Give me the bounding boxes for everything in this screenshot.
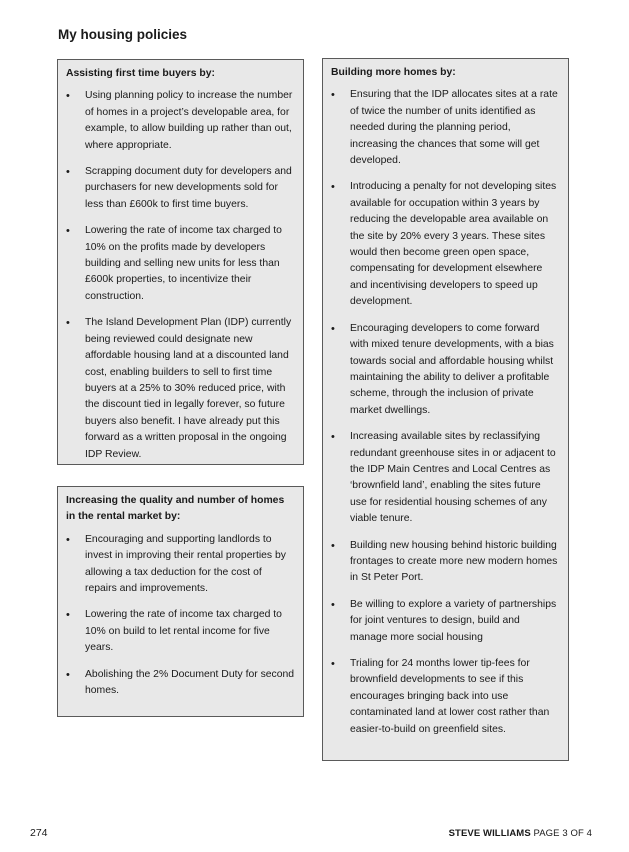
list-item: • The Island Development Plan (IDP) currently being reviewed could designate new affordable housing land at a discounted land cost, enabling builders to sell to first time buyers at a 25% to 30% reduced price, with the discount tied in legally forever, so future buyers also benefit. I have already put this forward as a written proposal in the ongoing IDP Review. xyxy=(66,315,295,463)
footer-page-of: PAGE 3 OF 4 xyxy=(533,828,592,839)
list-item: • Lowering the rate of income tax charged to 10% on the profits made by developers building and selling new units for less than £600k properties, to incentivize their construction. xyxy=(66,223,295,305)
footer-author: STEVE WILLIAMS xyxy=(448,828,531,839)
box-heading: Assisting first time buyers by: xyxy=(66,68,215,79)
list-item: • Lowering the rate of income tax charged to 10% on build to let rental income for five years. xyxy=(66,607,295,656)
list-item: • Increasing available sites by reclassifying redundant greenhouse sites in or adjacent to the IDP Main Centres and Local Centres as ‘brownfield land’, enabling the sites future use for residential housing schemes of any viable tenure. xyxy=(331,429,560,527)
bullet-list xyxy=(331,87,560,738)
list-item: • Be willing to explore a variety of partnerships for joint ventures to design, build and manage more social housing xyxy=(331,597,560,646)
list-item: • Introducing a penalty for not developing sites available for occupation within 3 years by reducing the developable area available on the site by 20% every 3 years. These sites would then become green open space, compensating for development elsewhere and incentivising developers to speed up development. xyxy=(331,179,560,310)
list-item: • Trialing for 24 months lower tip-fees for brownfield developments to see if this encourages bringing back into use contaminated land at lower cost rather than easier-to-build on greenfield sites. xyxy=(331,656,560,738)
bullet-list xyxy=(66,532,295,700)
list-item: • Building new housing behind historic building frontages to create more new modern homes in St Peter Port. xyxy=(331,538,560,587)
list-item: • Abolishing the 2% Document Duty for second homes. xyxy=(66,667,295,700)
first-time-buyers-box xyxy=(57,59,304,465)
more-homes-box xyxy=(322,58,569,761)
list-item: • Ensuring that the IDP allocates sites at a rate of twice the number of units identified as needed during the planning period, increasing the chances that some will get developed. xyxy=(331,87,560,169)
footer-credit xyxy=(449,828,592,839)
list-item: • Encouraging developers to come forward with mixed tenure developments, with a bias towards social and affordable housing whilst maintaining the ability to deliver a profitable scheme, through the inclusion of private market dwellings. xyxy=(331,321,560,419)
page-number: 274 xyxy=(30,827,48,839)
list-item: • Scrapping document duty for developers and purchasers for new developments sold for less than £600k to first time buyers. xyxy=(66,164,295,213)
box-heading: Building more homes by: xyxy=(331,67,456,78)
rental-market-box xyxy=(57,486,304,717)
list-item: • Encouraging and supporting landlords to invest in improving their rental properties by allowing a tax deduction for the cost of repairs and improvements. xyxy=(66,532,295,598)
box-heading: Increasing the quality and number of homes in the rental market by: xyxy=(66,495,285,523)
bullet-list xyxy=(66,88,295,463)
list-item: • Using planning policy to increase the number of homes in a project’s developable area, for example, to allow building up rather than out, where appropriate. xyxy=(66,88,295,154)
page-title: My housing policies xyxy=(58,27,188,42)
